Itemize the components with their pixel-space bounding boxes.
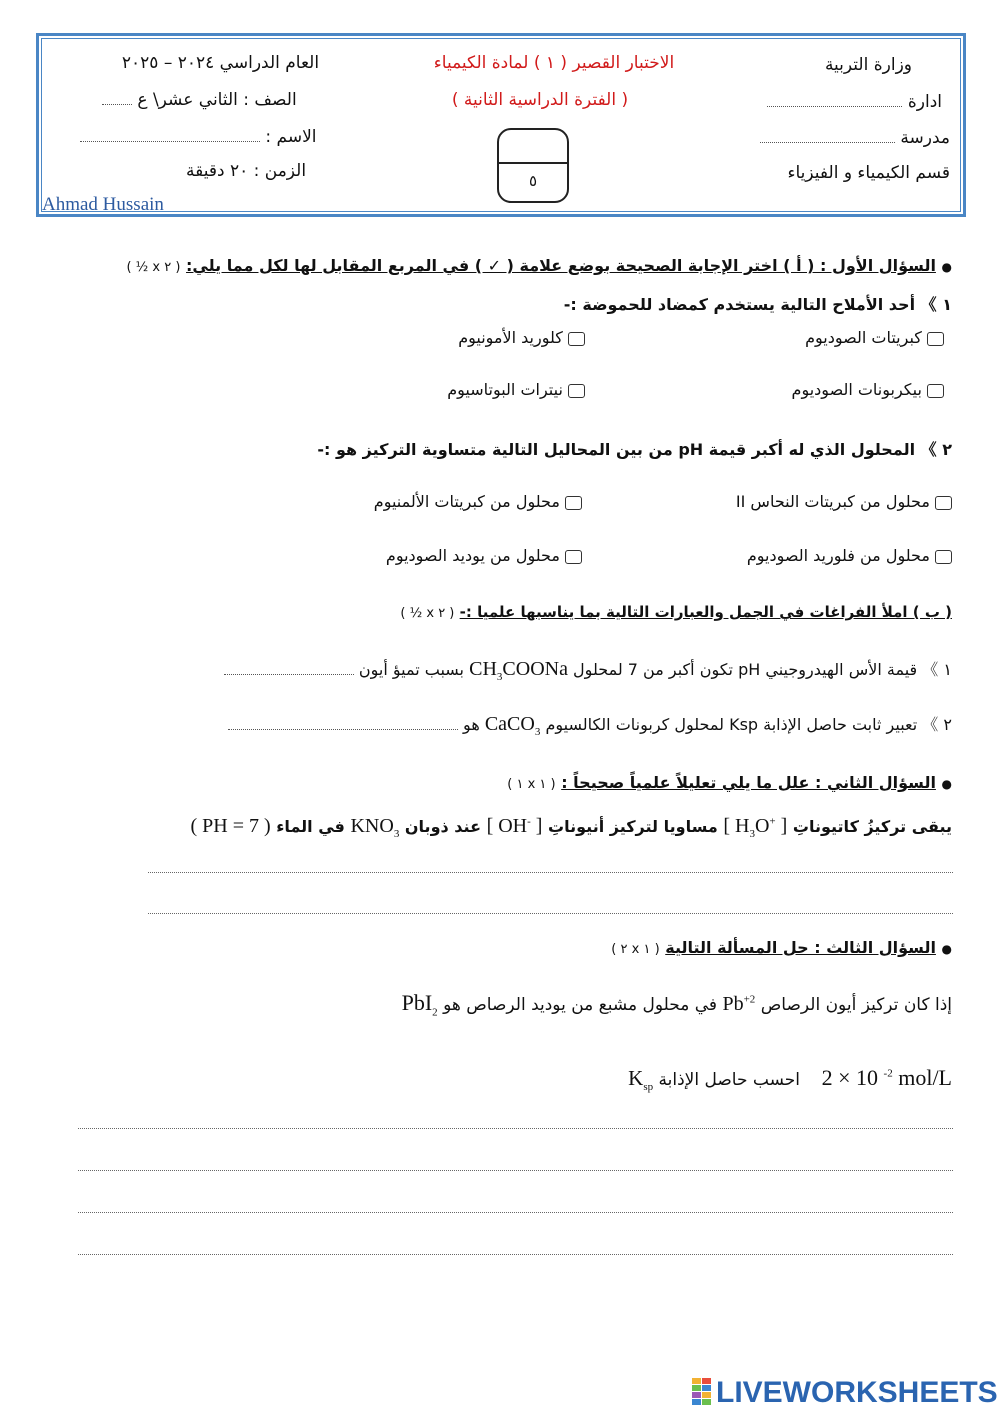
q3-line-1: [402, 990, 952, 1018]
fill2-number: ٢: [943, 715, 952, 734]
checkbox[interactable]: [927, 384, 944, 398]
q2-answer-line-1[interactable]: [148, 872, 953, 873]
directorate-text: ادارة: [907, 92, 942, 112]
q3-ksp: $K_{sp}$: [628, 1066, 654, 1094]
q3-line-2: [628, 1065, 952, 1093]
checkbox[interactable]: [565, 496, 582, 510]
directorate-label: [767, 92, 942, 112]
school-label: [760, 128, 950, 148]
q3-line1-a: إذا كان تركيز أيون الرصاص: [760, 995, 952, 1015]
arrow-icon: 》: [922, 715, 939, 734]
q2-marks: ( ١ x ١ ): [507, 777, 556, 792]
option-label: بيكربونات الصوديوم: [791, 380, 922, 399]
name-blank: [80, 141, 260, 142]
liveworksheets-brand: LIVEWORKSHEETS: [716, 1376, 998, 1409]
q3-pbi2: PbI$_2$: [401, 990, 438, 1019]
q1-fill-2: [228, 712, 952, 738]
time-label: الزمن : ٢٠ دقيقة: [186, 161, 307, 181]
option-label: نيترات البوتاسيوم: [447, 380, 563, 399]
arrow-icon: 》: [920, 440, 937, 459]
part-b-marks: ( ٢ x ½ ): [400, 606, 455, 621]
fill1-formula: $CH_3COONa$: [469, 658, 568, 683]
option-label: كبريتات الصوديوم: [805, 328, 922, 347]
option-label: محلول من كبريتات النحاس II: [735, 492, 930, 511]
q3-line2-text: احسب حاصل الإذابة: [658, 1070, 800, 1090]
name-text: الاسم :: [265, 127, 317, 147]
checkbox[interactable]: [568, 332, 585, 346]
school-text: مدرسة: [900, 128, 950, 148]
q2-statement: [191, 815, 953, 840]
q3-heading-text: السؤال الثالث : حل المسألة التالية: [665, 938, 936, 957]
option-label: محلول من يوديد الصوديوم: [385, 546, 560, 565]
q1-item1-option-4[interactable]: [447, 380, 585, 399]
option-label: محلول من فلوريد الصوديوم: [746, 546, 930, 565]
q1-item2-option-3[interactable]: [747, 546, 952, 565]
student-name-label: [80, 127, 317, 147]
ministry-label: وزارة التربية: [824, 55, 912, 75]
fill2-blank[interactable]: [228, 729, 458, 730]
q1-marks: ( ٢ x ½ ): [126, 260, 181, 275]
q3-answer-line-1[interactable]: [78, 1128, 953, 1129]
q2-text-a: يبقى تركيزُ كاتيوناتِ: [792, 817, 952, 836]
q2-text-d: في الماء: [276, 817, 345, 836]
grade-divider: [497, 162, 569, 164]
q2-h3o: [ $H_3O^+$ ]: [723, 815, 788, 840]
q1-item1-option-3[interactable]: [792, 380, 944, 399]
q3-line1-b: في محلول مشبع من يوديد الرصاص هو: [443, 995, 718, 1015]
checkbox[interactable]: [935, 496, 952, 510]
q2-heading: ● السؤال الثاني : علل ما يلي تعليلاً علمياً صحيحاً : ( ١ x ١ ): [507, 773, 952, 792]
fill2-text-b: هو: [463, 715, 480, 734]
class-blank: [102, 104, 132, 105]
q2-heading-text: السؤال الثاني : علل ما يلي تعليلاً علمياً صحيحاً :: [561, 773, 936, 792]
q2-kno3: $KNO_3$: [350, 815, 400, 840]
arrow-icon: 》: [922, 660, 939, 679]
author-signature: Ahmad Hussain: [42, 194, 164, 215]
fill1-text-b: بسبب تميؤ أيون: [358, 660, 465, 679]
q2-text-b: مساويا لتركيز أنيوناتِ: [548, 817, 718, 836]
department-label: قسم الكيمياء و الفيزياء: [787, 163, 950, 183]
q3-concentration: 2 × 10 $^{-2}$ mol/L: [821, 1065, 952, 1090]
q3-answer-line-4[interactable]: [78, 1254, 953, 1255]
fill2-text-a: تعبير ثابت حاصل الإذابة Ksp لمحلول كربونات الكالسيوم: [545, 715, 918, 734]
q3-answer-line-2[interactable]: [78, 1170, 953, 1171]
arrow-icon: 》: [920, 295, 937, 314]
class-label: [102, 90, 297, 110]
fill1-text-a: قيمة الأس الهيدروجيني pH تكون أكبر من 7 لمحلول: [573, 660, 918, 679]
q1-fill-1: [224, 657, 952, 683]
q1-item2-option-4[interactable]: [386, 546, 582, 565]
school-blank: [760, 142, 895, 143]
q2-answer-line-2[interactable]: [148, 913, 953, 914]
class-text: الصف : الثاني عشر\ ع: [137, 90, 297, 110]
checkbox[interactable]: [935, 550, 952, 564]
option-label: محلول من كبريتات الألمنيوم: [373, 492, 560, 511]
grade-box: [497, 128, 569, 203]
total-mark: ٥: [528, 172, 538, 190]
q3-answer-line-3[interactable]: [78, 1212, 953, 1213]
q3-pb: $Pb^{+2}$: [722, 993, 756, 1015]
option-label: كلوريد الأمونيوم: [458, 328, 563, 347]
q1-item2: [317, 437, 952, 460]
school-year: العام الدراسي ٢٠٢٤ – ٢٠٢٥: [121, 53, 320, 73]
q1-item1-number: ١: [942, 295, 952, 314]
checkbox[interactable]: [565, 550, 582, 564]
q1-item1: [564, 292, 952, 315]
q1-item1-option-1[interactable]: [805, 328, 944, 347]
q1-item2-option-2[interactable]: [374, 492, 582, 511]
checkbox[interactable]: [927, 332, 944, 346]
q1-heading-text: السؤال الأول : ( أ ) اختر الإجابة الصحيحة بوضع علامة ( ✓ ) في المربع المقابل لها لكل مما يلي:: [186, 256, 936, 275]
q1-part-b-heading: [400, 603, 952, 621]
q2-text-c: عند ذوبان: [404, 817, 481, 836]
q3-marks: ( ١ x ٢ ): [611, 942, 660, 957]
q1-item1-text: أحد الأملاح التالية يستخدم كمضاد للحموضة :-: [563, 295, 916, 314]
part-b-heading-text: ( ب ) املأ الفراغات في الجمل والعبارات التالية بما يناسبها علميا :-: [459, 603, 952, 621]
fill2-formula: CaCO$_3$: [484, 713, 541, 738]
q1-item2-text: المحلول الذي له أكبر قيمة pH من بين المحاليل التالية متساوية التركيز هو :-: [317, 440, 916, 459]
q3-heading: ● السؤال الثالث : حل المسألة التالية ( ١ x ٢ ): [611, 938, 952, 957]
q1-item1-option-2[interactable]: [458, 328, 585, 347]
q1-item2-option-1[interactable]: [736, 492, 952, 511]
fill1-blank[interactable]: [224, 674, 354, 675]
directorate-blank: [767, 106, 902, 107]
liveworksheets-logo-icon: [692, 1378, 712, 1406]
fill1-number: ١: [943, 660, 952, 679]
exam-period: ( الفترة الدراسية الثانية ): [451, 90, 629, 110]
q2-oh: [ OH- ]: [486, 815, 543, 837]
q2-ph: ( PH = 7 ): [190, 815, 271, 837]
q1-item2-number: ٢: [942, 440, 952, 459]
exam-title: الاختبار القصير ( ١ ) لمادة الكيمياء: [433, 53, 675, 73]
checkbox[interactable]: [568, 384, 585, 398]
q1-heading: ● السؤال الأول : ( أ ) اختر الإجابة الصحيحة بوضع علامة ( ✓ ) في المربع المقابل لها لكل مما يلي: ( ٢ x ½ ): [126, 256, 952, 275]
